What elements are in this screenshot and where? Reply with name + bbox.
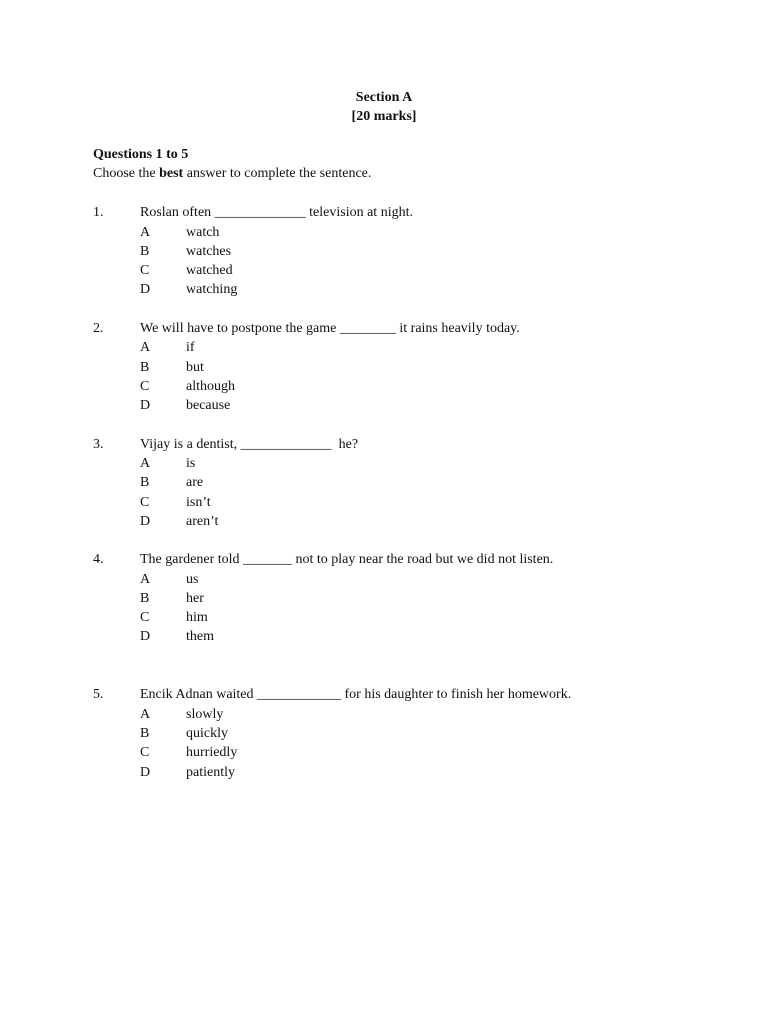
option-text: him: [186, 610, 208, 625]
question-number: 3.: [93, 437, 104, 452]
option-text: her: [186, 591, 204, 606]
option-letter: D: [140, 514, 151, 529]
option-text: slowly: [186, 707, 224, 722]
option-letter: B: [140, 726, 150, 741]
instructions-prefix: Choose the: [93, 166, 160, 181]
option-text: but: [186, 360, 204, 375]
option-letter: B: [140, 244, 150, 259]
question-number: 1.: [93, 205, 104, 220]
questions-range-title: Questions 1 to 5: [93, 147, 189, 162]
option-text: because: [186, 398, 231, 413]
option-text: hurriedly: [186, 745, 238, 760]
option-text: is: [186, 456, 196, 471]
option-letter: B: [140, 475, 150, 490]
option-letter: C: [140, 263, 150, 278]
option-letter: B: [140, 591, 150, 606]
instructions-suffix: answer to complete the sentence.: [183, 166, 372, 181]
option-text: them: [186, 629, 214, 644]
option-letter: C: [140, 379, 150, 394]
question-text: Vijay is a dentist, _____________ he?: [140, 437, 359, 452]
question-text: The gardener told _______ not to play near the road but we did not listen.: [140, 552, 554, 567]
option-letter: C: [140, 495, 150, 510]
option-text: if: [186, 340, 195, 355]
option-text: although: [186, 379, 235, 394]
option-text: watches: [186, 244, 232, 259]
instructions-line: [93, 164, 371, 183]
option-letter: A: [140, 707, 151, 722]
question-number: 4.: [93, 552, 104, 567]
instructions-emphasis: best: [159, 166, 184, 181]
option-letter: C: [140, 745, 150, 760]
question-number: 2.: [93, 321, 104, 336]
option-letter: A: [140, 340, 151, 355]
option-letter: C: [140, 610, 150, 625]
question-text: Roslan often _____________ television at night.: [140, 205, 413, 220]
question-text: Encik Adnan waited ____________ for his daughter to finish her homework.: [140, 687, 572, 702]
option-text: watching: [186, 282, 238, 297]
question-text: We will have to postpone the game ________ it rains heavily today.: [140, 321, 520, 336]
option-letter: D: [140, 765, 151, 780]
option-text: watched: [186, 263, 233, 278]
option-text: watch: [186, 225, 220, 240]
option-letter: A: [140, 456, 151, 471]
option-letter: A: [140, 225, 151, 240]
question-number: 5.: [93, 687, 104, 702]
option-letter: D: [140, 282, 151, 297]
option-text: aren’t: [186, 514, 219, 529]
option-letter: D: [140, 398, 151, 413]
section-title: Section A: [355, 90, 413, 105]
option-text: patiently: [186, 765, 235, 780]
option-text: isn’t: [186, 495, 211, 510]
section-marks: [20 marks]: [351, 109, 417, 124]
option-text: are: [186, 475, 204, 490]
option-text: quickly: [186, 726, 228, 741]
option-letter: B: [140, 360, 150, 375]
option-letter: D: [140, 629, 151, 644]
option-letter: A: [140, 572, 151, 587]
option-text: us: [186, 572, 199, 587]
